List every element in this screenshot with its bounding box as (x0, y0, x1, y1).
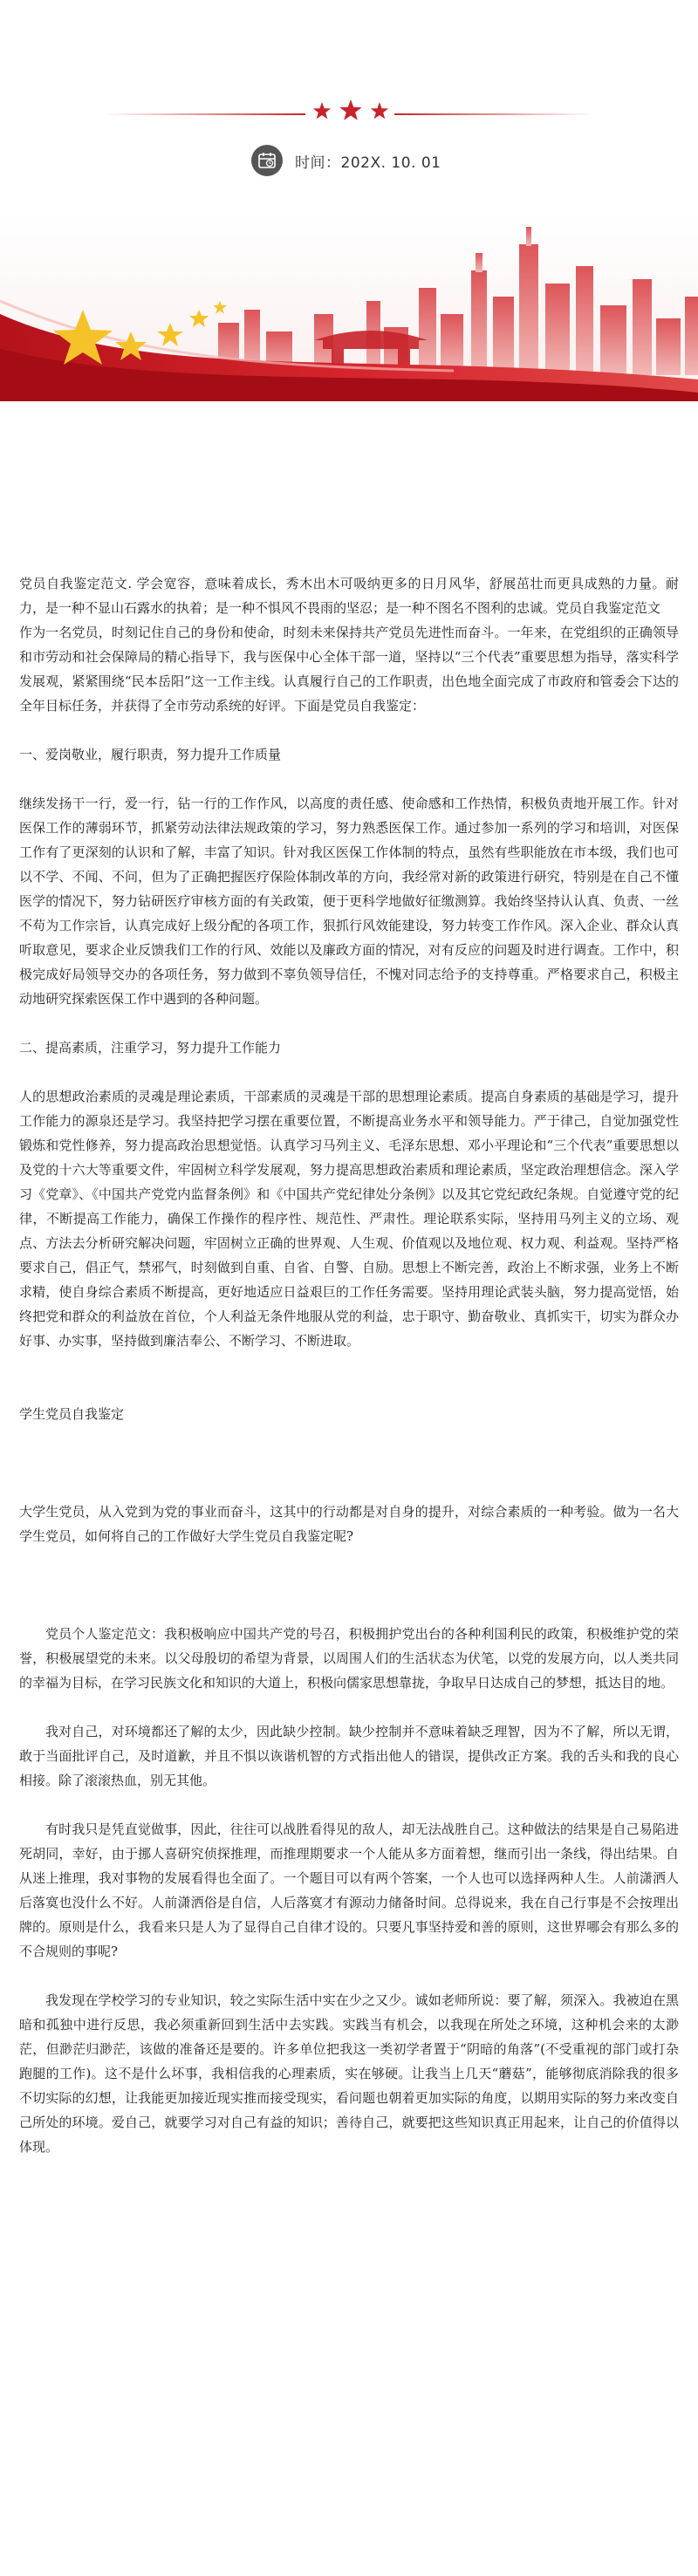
student-paragraph-3: 有时我只是凭直觉做事，因此，往往可以战胜看得见的敌人，却无法战胜自己。这种做法的结果是自己易陷进死胡同，幸好，由于挪人喜研究侦探推理，而推理期要求一个人能从多方面着想，继而引出一条线，得出结果。自从迷上推理，我对事物的发展看得也全面了。一个题目可以有两个答案，一个人也可以选择两种人生。人前潇洒人后落寞也没什么不好。人前潇洒俗是自信，人后落寞才有源动力储备时间。总得说来，我在自己行事是不会按理出牌的。原则是什么，我看来只是人为了显得自己自律才设的。只要凡事坚持爱和善的原则，这世界哪会有那么多的不合规则的事呢? (19, 1821, 679, 1959)
page-header (0, 0, 698, 172)
section-2-paragraph: 人的思想政治素质的灵魂是理论素质，干部素质的灵魂是干部的思想理论素质。提高自身素质的基础是学习，提升工作能力的源泉还是学习。我坚持把学习摆在重要位置，不断提高业务水平和领导能力。严于律己，自觉加强党性锻炼和党性修养，努力提高政治思想觉悟。认真学习马列主义、毛泽东思想、邓小平理论和“三个代表”重要思想以及党的十六大等重要文件，牢固树立科学发展观，努力提高思想政治素质和理论素质，坚定政治理想信念。深入学习《党章》、《中国共产党党内监督条例》和《中国共产党纪律处分条例》以及其它党纪政纪条规。自觉遵守党的纪律，不断提高工作能力，确保工作操作的程序性、规范性、严肃性。理论联系实际，坚持用马列主义的立场、观点、方法去分析研究解决问题，牢固树立正确的世界观、人生观、价值观以及地位观、权力观、利益观。坚持严格要求自己，倡正气，禁邪气，时刻做到自重、自省、自警、自励。思想上不断完善，政治上不断求强，业务上不断求精，使自身综合素质不断提高，更好地适应日益艰巨的工作任务需要。坚持用理论武装头脑，努力提高觉悟，始终把党和群众的利益放在首位，个人利益无条件地服从党的利益，忠于职守、勤奋敬业、真抓实干，切实为群众办好事、办实事，坚持做到廉洁奉公、不断学习、不断进取。 (19, 1089, 679, 1349)
student-paragraph-2: 我对自己，对环境都还了解的太少，因此缺少控制。缺少控制并不意味着缺乏理智，因为不了解，所以无谓，敢于当面批评自己，及时道歉，并且不惧以诙谐机智的方式指出他人的错误，提供改正方案。我的舌头和我的良心相接。除了滚滚热血，别无其他。 (19, 1724, 679, 1788)
date-row (251, 143, 441, 178)
student-paragraph-4: 我发现在学校学习的专业知识，较之实际生活中实在少之又少。诚如老师所说：要了解，须深入。我被迫在黑暗和孤独中进行反思，我必须重新回到生活中去实践。实践当有机会，以我现在所处之环境，这种机会来的太渺茫，但渺茫归渺茫，该做的准备还是要的。许多单位把我这一类初学者置于“阴暗的角落”(不受重视的部门或打杂跑腿的工作)。这不是什么坏事，我相信我的心理素质，实在够硬。让我当上几天“蘑菇”，能够彻底消除我的很多不切实际的幻想，让我能更加接近现实推而接受现实，看问题也朝着更加实际的角度，以期用实际的努力来改变自己所处的环境。爱自己，就要学习对自己有益的知识；善待自己，就要把这些知识真正用起来，让自己的价值得以体现。 (19, 1992, 679, 2155)
section-heading-1: 一、爱岗敬业，履行职责，努力提升工作质量 (19, 747, 282, 762)
header-divider-left (103, 113, 305, 115)
student-intro-paragraph: 大学生党员，从入党到为党的事业而奋斗，这其中的行动都是对自身的提升，对综合素质的一种考验。做为一名大学生党员，如何将自己的工作做好大学生党员自我鉴定呢? (19, 1504, 679, 1544)
decorative-banner-image (0, 218, 698, 401)
section-1-paragraph: 继续发扬干一行，爱一行，钻一行的工作作风，以高度的责任感、使命感和工作热情，积极负责地开展工作。针对医保工作的薄弱环节，抓紧劳动法律法规政策的学习，努力熟悉医保工作。通过参加一系列的学习和培训，对医保工作有了更深刻的认识和了解，丰富了知识。针对我区医保工作体制的特点，虽然有些职能放在市本级，我们也可以不学、不闻、不问，但为了正确把握医疗保险体制改革的方向，我经常对新的政策进行研究，特别是在自己不懂医学的情况下，努力钻研医疗审核方面的有关政策，便于更科学地做好征缴测算。我始终坚持认认真、负责、一丝不苟为工作宗旨，认真完成好上级分配的各项工作，狠抓行风效能建设，努力转变工作作风。深入企业、群众认真听取意见，要求企业反馈我们工作的行风、效能以及廉政方面的情况，对有反应的问题及时进行调查。工作中，积极完成好局领导交办的各项任务，努力做到不辜负领导信任，不愧对同志给予的支持尊重。严格要求自己，积极主动地研究探索医保工作中遇到的各种问题。 (19, 796, 679, 1007)
header-stars-icon (311, 99, 390, 126)
publish-date: 时间：202X. 10. 01 (295, 154, 441, 172)
student-paragraph-1: 党员个人鉴定范文：我积极响应中国共产党的号召，积极拥护党出台的各种利国利民的政策，积极维护党的荣誉，积极展望党的未来。以父母殷切的希望为背景，以周围人们的生活状态为伏笔，以党的发展方向，以人类共同的幸福为目标，在学习民族文化和知识的大道上，积极向儒家思想靠拢，争取早日达成自己的梦想，抵达目的地。 (19, 1626, 679, 1691)
article-body (19, 571, 679, 2159)
intro-paragraph: 党员自我鉴定范文. 学会宽容，意味着成长，秀木出木可吸纳更多的日月风华，舒展茁壮而更具成熟的力量。耐力，是一种不显山石露水的执着；是一种不惧风不畏雨的坚忍；是一种不图名不图利的忠诚。党员自我鉴定范文 (19, 576, 679, 616)
calendar-icon (251, 145, 283, 176)
section-heading-2: 二、提高素质，注重学习，努力提升工作能力 (19, 1040, 282, 1056)
header-divider-right (394, 113, 595, 115)
summary-paragraph: 作为一名党员，时刻记住自己的身份和使命，时刻未来保持共产党员先进性而奋斗。一年来，在党组织的正确领导和市劳动和社会保障局的精心指导下，我与医保中心全体干部一道，坚持以“三个代表”重要思想为指导，落实科学发展观，紧紧围绕“民本岳阳”这一工作主线。认真履行自己的工作职责，出色地全面完成了市政府和管委会下达的全年目标任务，并获得了全市劳动系统的好评。下面是党员自我鉴定： (19, 625, 679, 714)
student-section-title: 学生党员自我鉴定 (19, 1406, 125, 1422)
